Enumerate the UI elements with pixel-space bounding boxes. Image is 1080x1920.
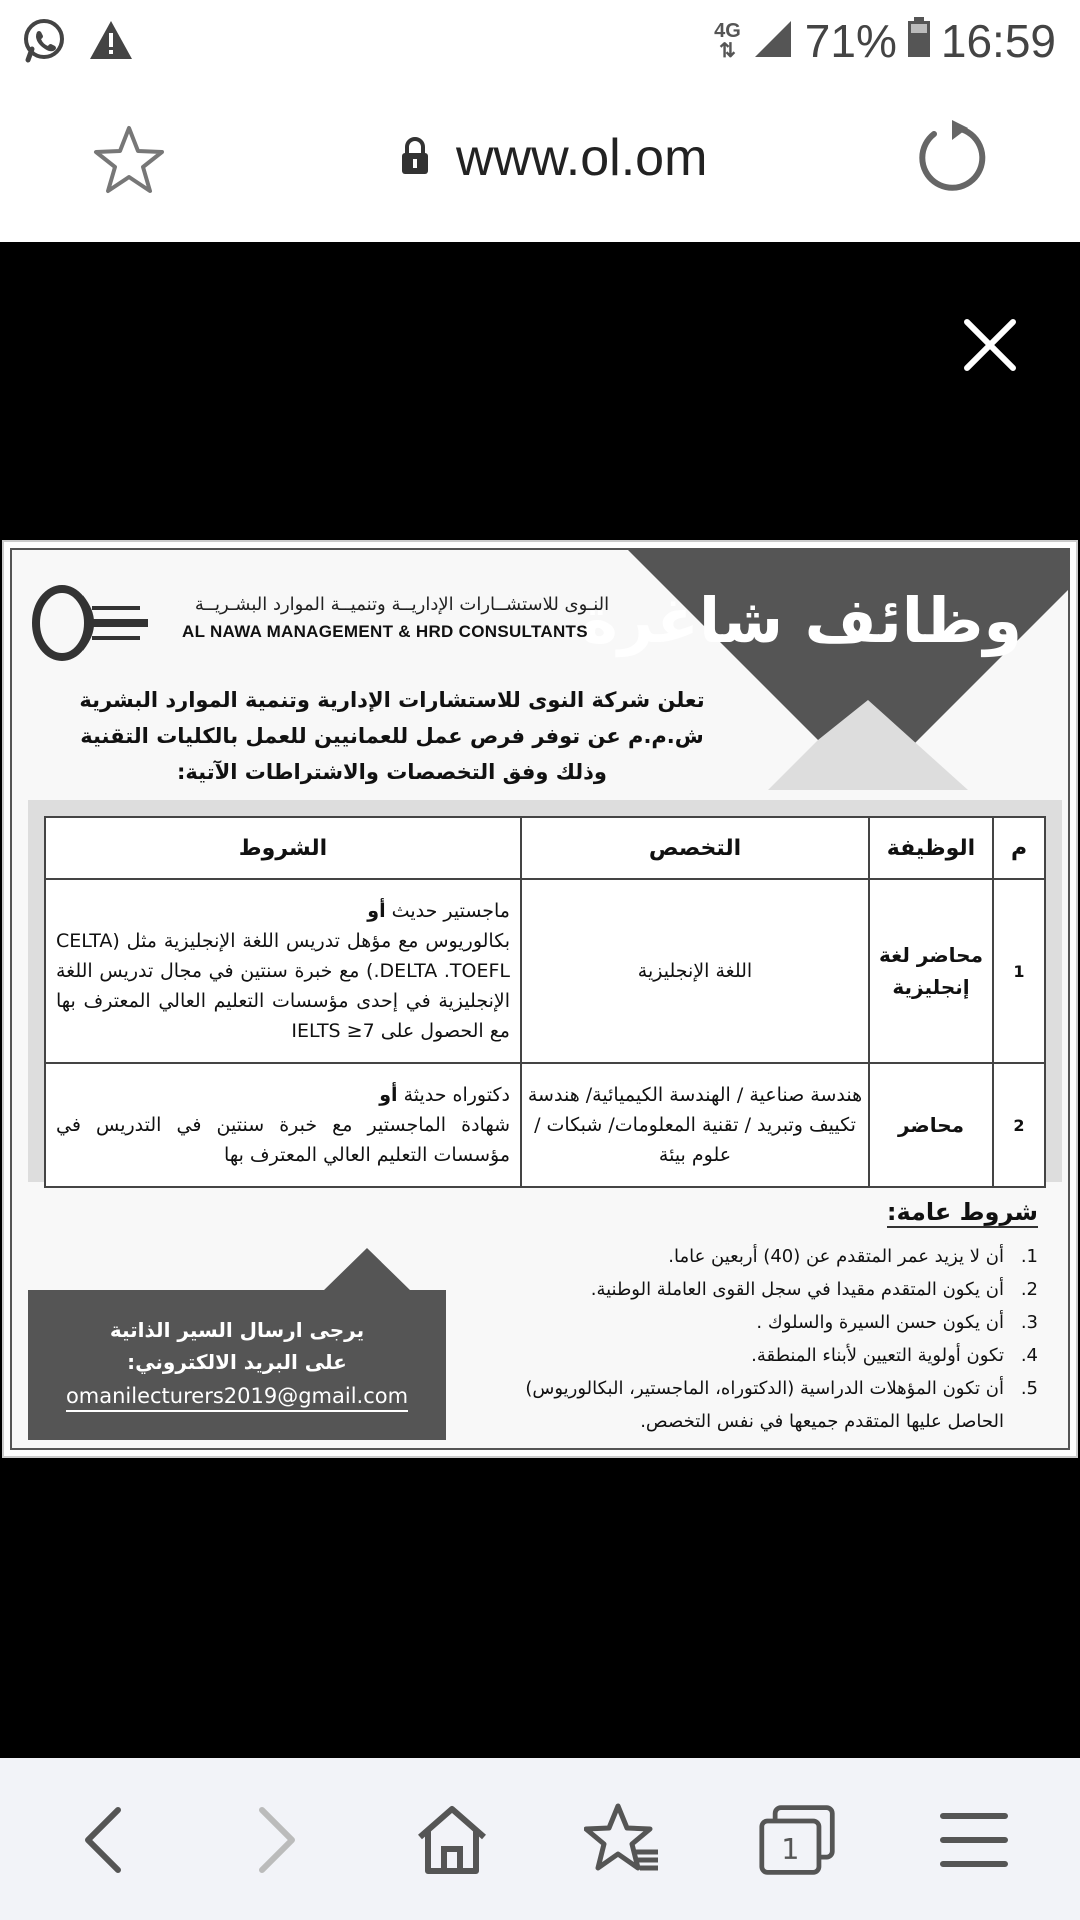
general-conditions-list — [478, 1240, 1038, 1438]
battery-percent: 71% — [804, 15, 897, 67]
network-type: 4G ⇅ — [714, 20, 741, 62]
cond-or: أو — [367, 900, 386, 922]
reload-icon[interactable] — [912, 118, 992, 202]
url-text: www.ol.om — [456, 129, 708, 187]
clock: 16:59 — [940, 15, 1056, 67]
header-job: الوظيفة — [869, 817, 993, 879]
contact-pointer — [322, 1248, 412, 1292]
forward-icon[interactable] — [236, 1800, 316, 1880]
job-advertisement[interactable] — [2, 540, 1078, 1458]
table-header-row — [45, 817, 1045, 879]
browser-nav-bar — [0, 1758, 1080, 1920]
row-num: 2 — [993, 1063, 1045, 1187]
signal-icon — [751, 14, 795, 68]
list-item: 3. أن يكون حسن السيرة والسلوك . — [756, 1312, 1038, 1333]
list-item: 2. أن يكون المتقدم مقيدا في سجل القوى العاملة الوطنية. — [590, 1279, 1038, 1300]
status-bar — [0, 0, 1080, 84]
bookmark-star-icon[interactable] — [92, 124, 166, 200]
contact-line2: على البريد الالكتروني: — [127, 1350, 347, 1374]
header-cond: الشروط — [45, 817, 521, 879]
banner-title: وظائف شاغرة — [581, 584, 1022, 657]
company-logo — [30, 578, 150, 668]
intro-text: تعلن شركة النوى للاستشارات الإدارية وتنمية الموارد البشرية ش.م.م عن توفر فرص عمل للعمانيين للعمل بالكليات التقنية وذلك وفق التخصصات والاشتراطات الآتية: — [79, 688, 705, 784]
back-icon[interactable] — [64, 1800, 144, 1880]
row-job: محاضر — [869, 1063, 993, 1187]
bookmarks-icon[interactable] — [584, 1800, 664, 1880]
contact-email[interactable]: omanilecturers2019@gmail.com — [66, 1384, 408, 1412]
company-name-english: AL NAWA MANAGEMENT & HRD CONSULTANTS — [182, 622, 588, 641]
home-icon[interactable] — [412, 1800, 492, 1880]
whatsapp-icon — [20, 16, 68, 68]
close-icon[interactable] — [955, 310, 1025, 380]
table-row — [45, 1063, 1045, 1187]
cond-or: أو — [379, 1084, 398, 1106]
cond-body: شهادة الماجستير مع خبرة سنتين في التدريس في مؤسسات التعليم العالي المعترف بها — [56, 1114, 510, 1166]
url-bar — [0, 84, 1080, 242]
row-cond — [45, 1063, 521, 1187]
address-field[interactable] — [400, 128, 707, 188]
cond-body: بكالوريوس مع مؤهل تدريس اللغة الإنجليزية مثل (CELTA .DELTA .TOEFL) مع خبرة سنتين في مجال تدريس اللغة الإنجليزية في إحدى مؤسسات التعليم العالي المعترف بها مع الحصول على 7≤ IELTS — [56, 930, 511, 1042]
cond-lead: ماجستير حديث — [391, 900, 510, 922]
menu-icon[interactable] — [934, 1800, 1014, 1880]
jobs-table — [44, 816, 1046, 1188]
table-row — [45, 879, 1045, 1063]
contact-line1: يرجى ارسال السير الذاتية — [109, 1318, 365, 1342]
row-spec: اللغة الإنجليزية — [521, 879, 869, 1063]
list-item: 5. أن تكون المؤهلات الدراسية (الدكتوراه، الماجستير، البكالوريوس) الحاصل عليها المتقدم جميعها في نفس التخصص. — [525, 1378, 1038, 1432]
lock-icon — [400, 128, 430, 188]
row-job: محاضر لغة إنجليزية — [869, 879, 993, 1063]
list-item: 1. أن لا يزيد عمر المتقدم عن (40) أربعين عاما. — [668, 1246, 1038, 1267]
list-item: 4. تكون أولوية التعيين لأبناء المنطقة. — [751, 1345, 1038, 1366]
general-conditions-title: شروط عامة: — [886, 1198, 1038, 1226]
contact-box — [28, 1290, 446, 1440]
warning-icon — [88, 19, 134, 65]
row-spec: هندسة صناعية / الهندسة الكيميائية/ هندسة تكييف وتبريد / تقنية المعلومات/ شبكات / علوم بيئة — [521, 1063, 869, 1187]
svg-text:1: 1 — [781, 1832, 800, 1867]
cond-lead: دكتوراه حديثة — [403, 1084, 510, 1106]
company-name-arabic: النـوى للاستشــارات الإداريــة وتنميــة الموارد البشـريــة — [194, 594, 610, 615]
row-num: 1 — [993, 879, 1045, 1063]
tabs-icon[interactable] — [758, 1800, 838, 1880]
battery-icon — [907, 14, 931, 68]
header-spec: التخصص — [521, 817, 869, 879]
header-num: م — [993, 817, 1045, 879]
jobs-table-container — [28, 800, 1062, 1182]
row-cond — [45, 879, 521, 1063]
